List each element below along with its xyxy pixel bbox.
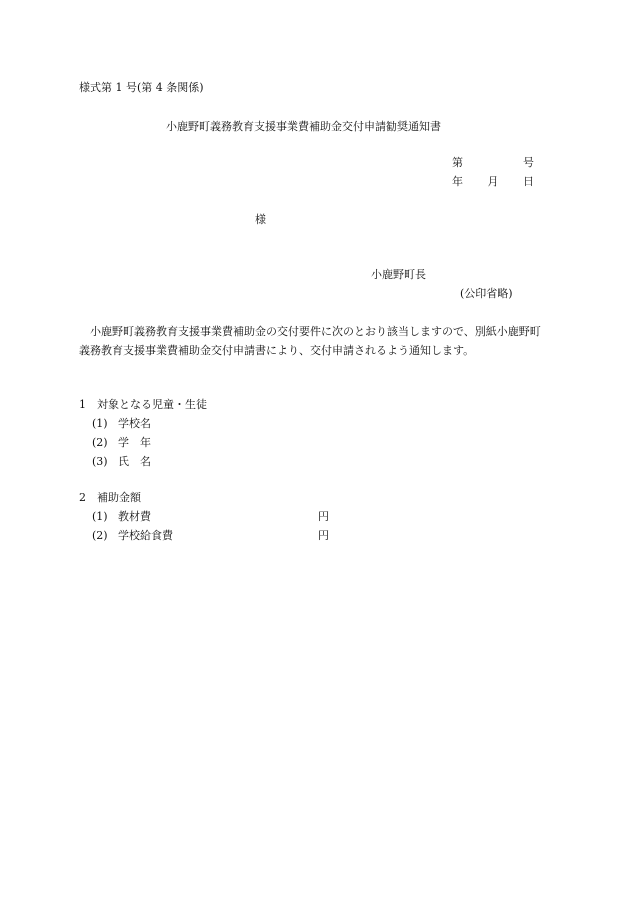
item-number: (2) [92,436,108,449]
list-item [92,454,298,471]
seal-note: (公印省略) [460,287,513,300]
item-number: (1) [92,510,108,523]
list-item [92,435,298,452]
item-label: 学 年 [118,436,151,449]
item-number: (2) [92,529,108,542]
item-label: 学校名 [118,417,151,430]
amount-unit: 円 [318,529,329,542]
section-amount-heading: 2 補助金額 [79,491,141,504]
form-number: 様式第 1 号(第 4 条関係) [79,81,204,94]
document-title: 小鹿野町義務教育支援事業費補助金交付申請勧奨通知書 [166,120,441,133]
section-target-heading: 1 対象となる児童・生徒 [79,398,207,411]
date-month: 月 [487,175,499,188]
body-text: 小鹿野町義務教育支援事業費補助金の交付要件に次のとおり該当しますので、別紙小鹿野町義務教育支援事業費補助金交付申請書により、交付申請されるよう通知します。 [79,325,541,358]
list-item [92,509,298,526]
reference-prefix: 第 [452,156,463,169]
item-label: 学校給食費 [118,529,173,542]
reference-number [452,155,534,172]
item-number: (3) [92,455,108,468]
addressee-suffix: 様 [255,213,266,226]
item-label: 氏 名 [118,455,151,468]
list-item [92,528,298,545]
amount-unit: 円 [318,510,329,523]
date-day: 日 [523,175,534,188]
item-label: 教材費 [118,510,151,523]
item-number: (1) [92,417,108,430]
issue-date [452,174,534,191]
issuer-name: 小鹿野町長 [371,268,426,281]
reference-suffix: 号 [523,156,534,169]
list-item [92,416,298,433]
date-year: 年 [452,175,463,188]
